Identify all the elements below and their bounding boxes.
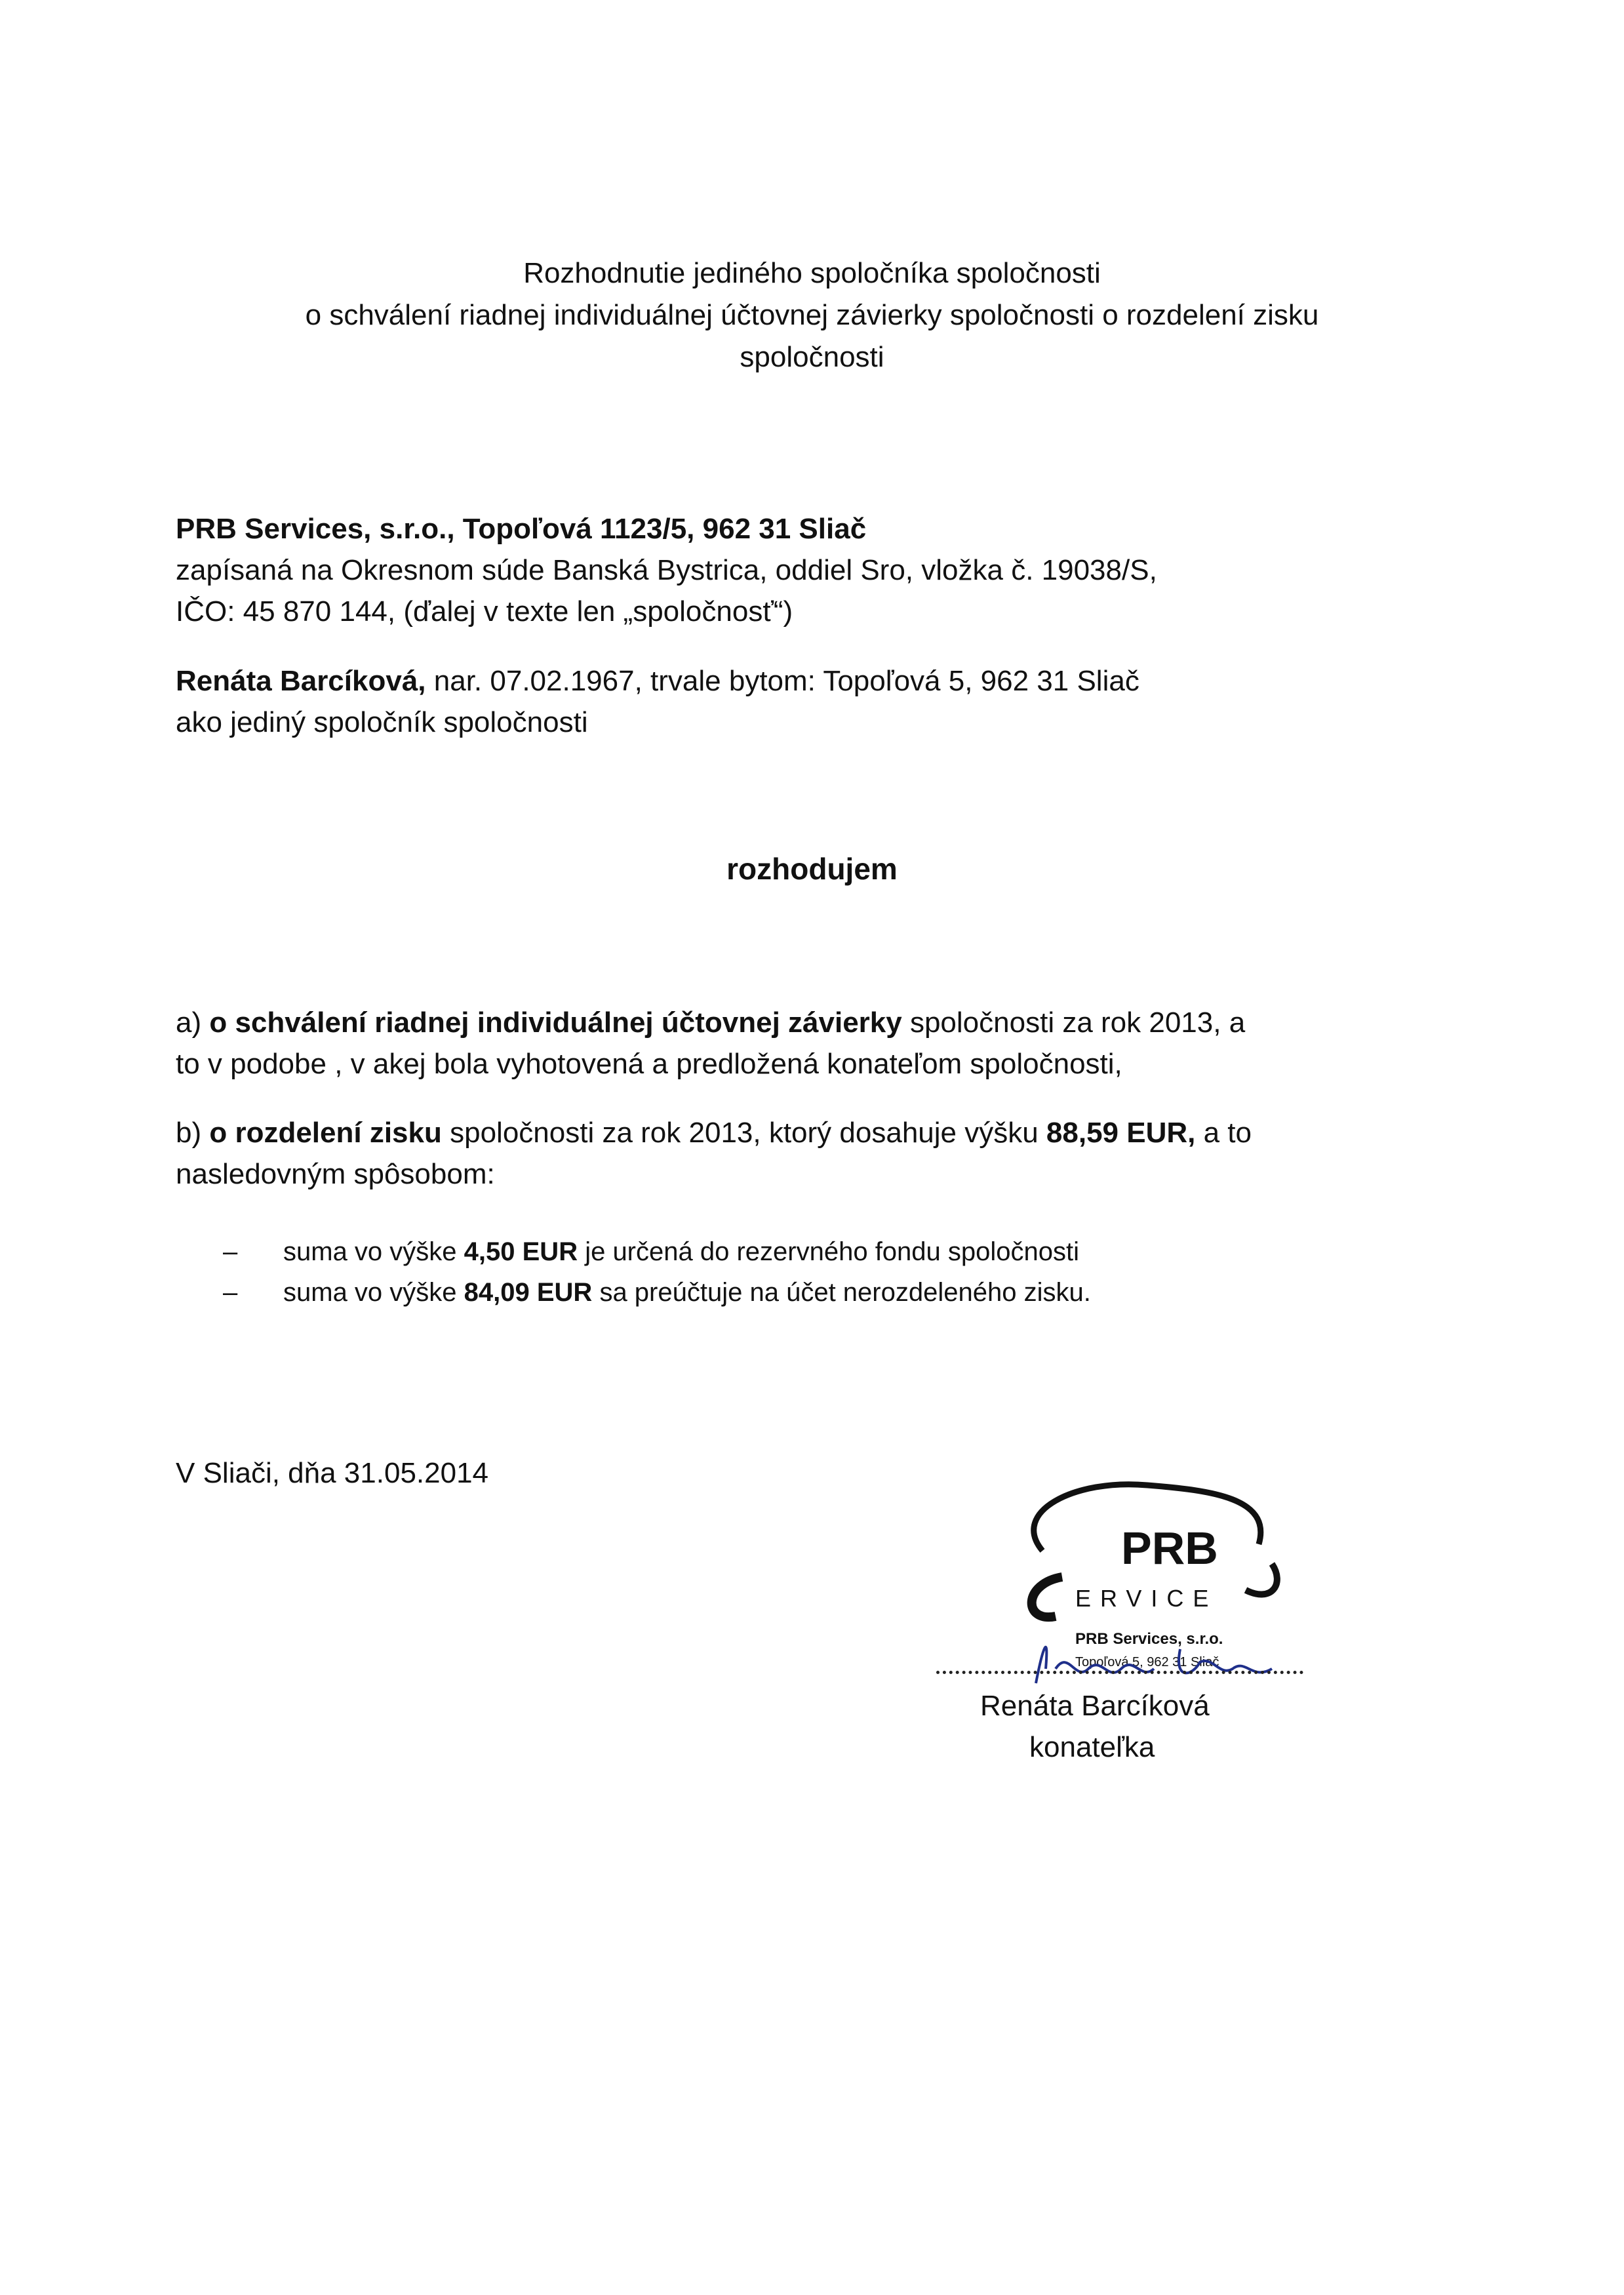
point-b-bold-2: 88,59 EUR,	[1046, 1117, 1196, 1149]
bullet-amount: 4,50 EUR	[464, 1237, 578, 1266]
stamp-s-curve	[1032, 1577, 1062, 1617]
point-b-mid: spoločnosti za rok 2013, ktorý dosahuje výšku	[441, 1117, 1046, 1149]
company-ico: IČO: 45 870 144, (ďalej v texte len „spoločnosť“)	[176, 595, 793, 628]
stamp-company: PRB Services, s.r.o.	[1075, 1630, 1223, 1648]
stamp-logo-letters: PRB	[1121, 1523, 1218, 1574]
bullet-amount: 84,09 EUR	[464, 1278, 593, 1307]
point-b-line-2: nasledovným spôsobom:	[176, 1158, 495, 1190]
point-a-bold: o schválení riadnej individuálnej účtovnej závierky	[209, 1007, 902, 1039]
title-line-2: o schválení riadnej individuálnej účtovnej závierky spoločnosti o rozdelení zisku	[305, 299, 1319, 331]
point-a-prefix: a)	[176, 1007, 210, 1039]
partner-details: nar. 07.02.1967, trvale bytom: Topoľová 5, 962 31 Sliač	[426, 665, 1139, 697]
point-b-end: a to	[1195, 1117, 1252, 1149]
title-line-1: Rozhodnutie jediného spoločníka spoločnosti	[523, 257, 1101, 289]
document-title	[0, 252, 1624, 378]
company-stamp	[997, 1472, 1311, 1688]
bullet-dash: –	[223, 1237, 238, 1266]
list-item	[223, 1231, 1079, 1272]
company-registration: zapísaná na Okresnom súde Banská Bystrica, oddiel Sro, vložka č. 19038/S,	[176, 554, 1157, 586]
partner-line	[176, 660, 1139, 702]
point-b-line-1	[176, 1112, 1252, 1154]
bullet-text-end: je určená do rezervného fondu spoločnosti	[578, 1237, 1080, 1266]
signatory-role: konateľka	[1029, 1731, 1155, 1763]
bullet-text-end: sa preúčtuje na účet nerozdeleného zisku.	[592, 1278, 1091, 1307]
point-b-bold-1: o rozdelení zisku	[209, 1117, 442, 1149]
partner-role: ako jediný spoločník spoločnosti	[176, 706, 588, 738]
list-item	[223, 1272, 1091, 1313]
point-a-rest: spoločnosti za rok 2013, a	[901, 1007, 1246, 1039]
stamp-address: Topoľová 5, 962 31 Sliač	[1075, 1655, 1219, 1669]
bullet-text: suma vo výške	[283, 1278, 464, 1307]
stamp-tail	[1246, 1564, 1277, 1594]
signatory-name: Renáta Barcíková	[980, 1690, 1210, 1722]
company-heading	[176, 508, 866, 550]
bullet-dash: –	[223, 1278, 238, 1307]
bullet-text: suma vo výške	[283, 1237, 464, 1266]
point-a-line-1	[176, 1002, 1245, 1044]
decision-word: rozhodujem	[726, 852, 898, 886]
partner-name: Renáta Barcíková,	[176, 665, 426, 697]
point-a-line-2: to v podobe , v akej bola vyhotovená a predložená konateľom spoločnosti,	[176, 1048, 1122, 1080]
point-b-prefix: b)	[176, 1117, 210, 1149]
stamp-logo-word: ERVICE	[1075, 1585, 1218, 1612]
company-name-address: PRB Services, s.r.o., Topoľová 1123/5, 962 31 Sliač	[176, 513, 867, 545]
title-line-3: spoločnosti	[740, 341, 884, 373]
signature-line	[936, 1671, 1303, 1674]
place-date: V Sliači, dňa 31.05.2014	[176, 1457, 489, 1489]
